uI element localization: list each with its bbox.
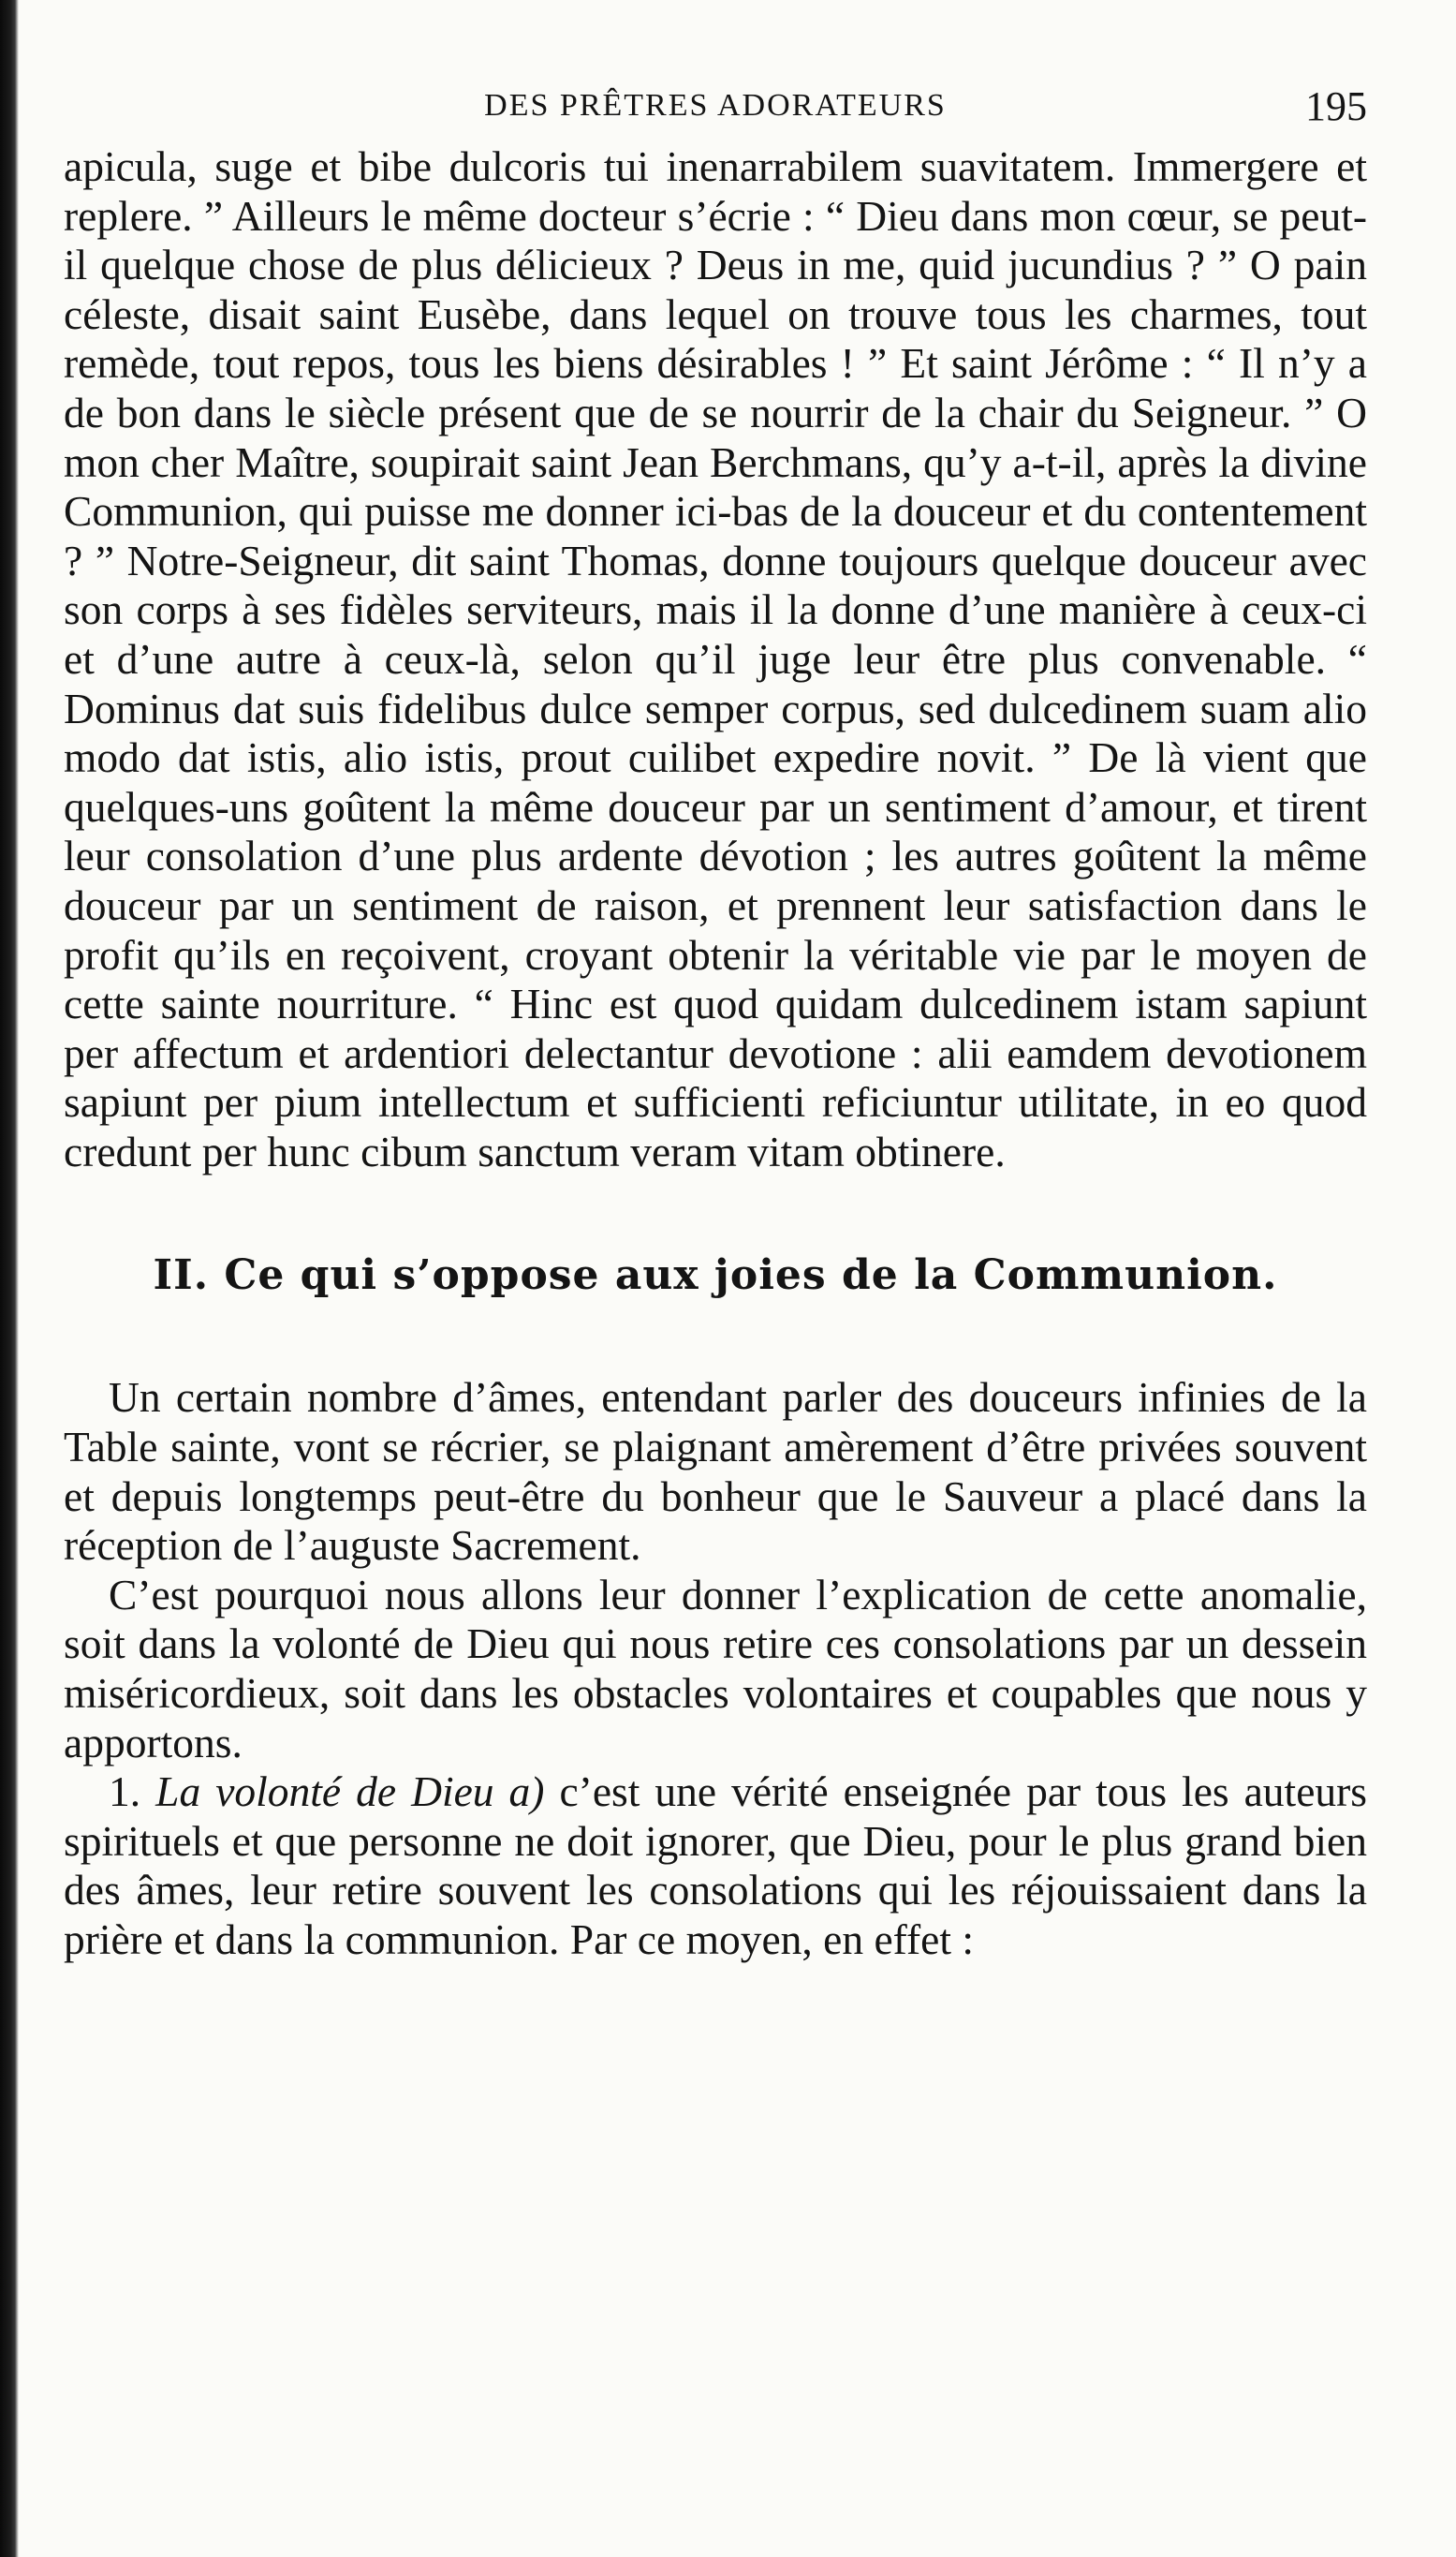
- paragraph-souls-complain: Un certain nombre d’âmes, entendant parler des douceurs infinies de la Table sainte, vont se récrier, se plaignant amèrement d’être privées souvent et depuis longtemps peut-être du bonheur que le Sauveur a placé dans la réception de l’auguste Sacrement.: [64, 1373, 1367, 1570]
- paragraph-quotations: apicula, suge et bibe dulcoris tui inenarrabilem suavitatem. Immergere et replere. ” Ailleurs le même docteur s’écrie : “ Dieu dans mon cœur, se peut-il quelque chose de plus délicieux ? Deus in me, quid jucundius ? ” O pain céleste, disait saint Eusèbe, dans lequel on trouve tous les charmes, tout remède, tout repos, tous les biens désirables ! ” Et saint Jérôme : “ Il n’y a de bon dans le siècle présent que de se nourrir de la chair du Seigneur. ” O mon cher Maître, soupirait saint Jean Berchmans, qu’y a-t-il, après la divine Communion, qui puisse me donner ici-bas de la douceur et du contentement ? ” Notre-Seigneur, dit saint Thomas, donne toujours quelque douceur avec son corps à ses fidèles serviteurs, mais il la donne d’une manière à ceux-ci et d’une autre à ceux-là, selon qu’il juge leur être plus convenable. “ Dominus dat suis fidelibus dulce semper corpus, sed dulcedinem suam alio modo dat istis, alio istis, prout cuilibet expedire novit. ” De là vient que quelques-uns goûtent la même douceur par un sentiment d’amour, et tirent leur consolation d’une plus ardente dévotion ; les autres goûtent la même douceur par un sentiment de raison, et prennent leur satisfaction dans le profit qu’ils en reçoivent, croyant obtenir la véritable vie par le moyen de cette sainte nourriture. “ Hinc est quod quidam dulcedinem istam sapiunt per affectum et ardentiori delectantur devotione : alii eamdem devotionem sapiunt per pium intellectum et sufficienti reficiuntur utilitate, in eo quod credunt per hunc cibum sanctum veram vitam obtinere.: [64, 142, 1367, 1175]
- section-heading: [64, 1251, 1367, 1300]
- paragraph-will-of-god-text: c’est une vérité enseignée par tous les auteurs spirituels et que personne ne doit ignorer, que Dieu, pour le plus grand bien des âmes, leur retire souvent les consolations qui les réjouissaient dans la prière et dans la communion. Par ce moyen, en effet :: [64, 1767, 1367, 1963]
- paragraph-explanation: C’est pourquoi nous allons leur donner l’explication de cette anomalie, soit dans la volonté de Dieu qui nous retire ces consolations par un dessein miséricordieux, soit dans les obstacles volontaires et coupables que nous y apportons.: [64, 1570, 1367, 1766]
- section-heading-text: II. Ce qui s’oppose aux joies de la Communion.: [153, 1251, 1278, 1300]
- list-number: 1.: [109, 1767, 141, 1816]
- binding-edge: [0, 0, 19, 2557]
- running-title: DES PRÊTRES ADORATEURS: [484, 88, 947, 123]
- paragraph-will-of-god: [64, 1767, 1367, 1964]
- book-page: [64, 82, 1367, 1965]
- page-number: 195: [1305, 83, 1367, 129]
- italic-heading: La volonté de Dieu a): [155, 1767, 545, 1816]
- running-head: [64, 82, 1367, 142]
